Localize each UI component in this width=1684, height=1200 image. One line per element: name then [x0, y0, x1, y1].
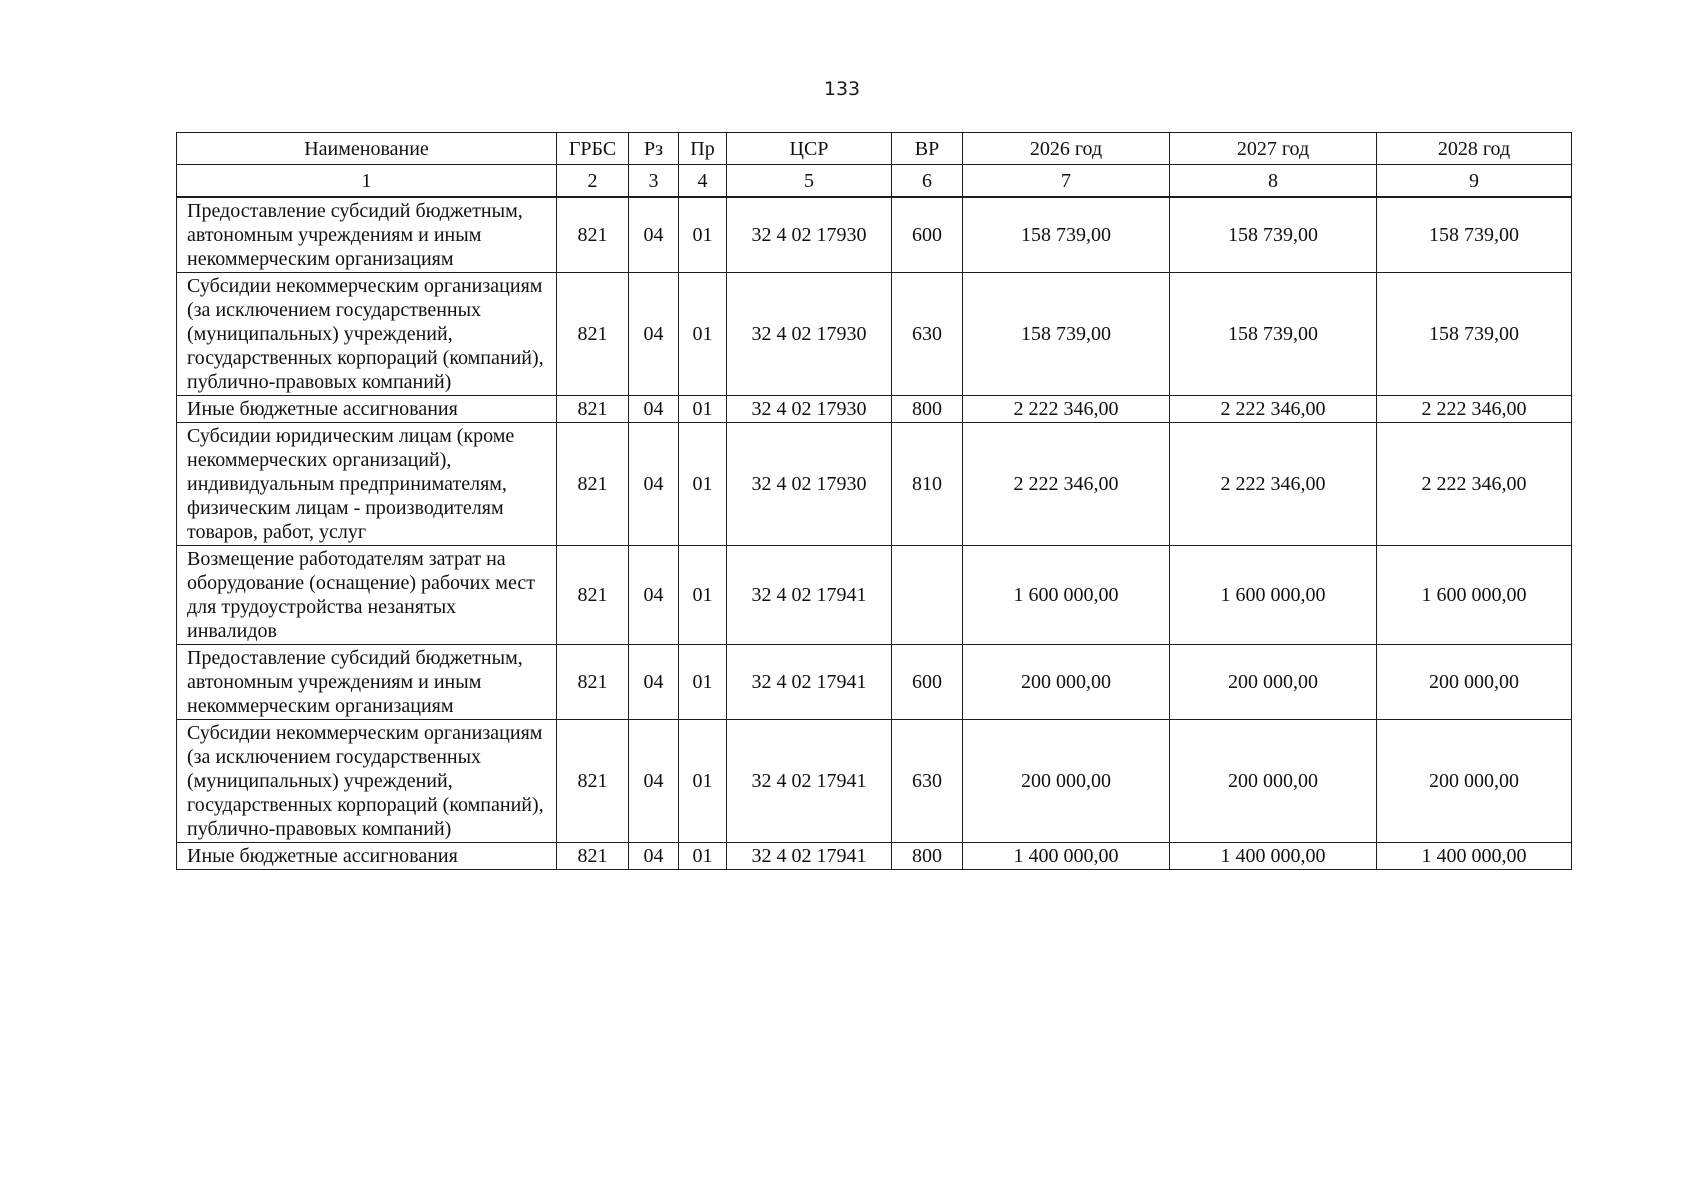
- table-row: [177, 273, 1572, 396]
- header-rz: Рз: [629, 133, 679, 165]
- row-amount-2028: 1 600 000,00: [1377, 546, 1572, 645]
- row-rz: 04: [629, 396, 679, 423]
- column-number: 3: [629, 165, 679, 198]
- row-pr: 01: [679, 546, 727, 645]
- row-rz: 04: [629, 423, 679, 546]
- column-number: 7: [963, 165, 1170, 198]
- row-amount-2028: 1 400 000,00: [1377, 843, 1572, 870]
- row-csr: 32 4 02 17941: [727, 645, 892, 720]
- column-number: 5: [727, 165, 892, 198]
- row-amount-2026: 200 000,00: [963, 645, 1170, 720]
- row-amount-2026: 158 739,00: [963, 273, 1170, 396]
- header-csr: ЦСР: [727, 133, 892, 165]
- row-grbs: 821: [557, 546, 629, 645]
- row-grbs: 821: [557, 423, 629, 546]
- row-vr: 800: [892, 396, 963, 423]
- row-rz: 04: [629, 720, 679, 843]
- row-rz: 04: [629, 546, 679, 645]
- row-amount-2028: 200 000,00: [1377, 720, 1572, 843]
- table-row: [177, 843, 1572, 870]
- row-pr: 01: [679, 197, 727, 273]
- header-2027: 2027 год: [1170, 133, 1377, 165]
- row-vr: 630: [892, 273, 963, 396]
- row-name: Субсидии юридическим лицам (кроме некоммерческих организаций), индивидуальным предпринимателям, физическим лицам - производителям товаров, работ, услуг: [177, 423, 557, 546]
- row-vr: 810: [892, 423, 963, 546]
- row-csr: 32 4 02 17930: [727, 273, 892, 396]
- row-csr: 32 4 02 17941: [727, 843, 892, 870]
- row-grbs: 821: [557, 396, 629, 423]
- header-row: [177, 133, 1572, 165]
- row-vr: 600: [892, 645, 963, 720]
- header-vr: ВР: [892, 133, 963, 165]
- row-amount-2027: 2 222 346,00: [1170, 396, 1377, 423]
- row-amount-2028: 200 000,00: [1377, 645, 1572, 720]
- row-grbs: 821: [557, 843, 629, 870]
- row-amount-2027: 158 739,00: [1170, 273, 1377, 396]
- column-number: 8: [1170, 165, 1377, 198]
- row-name: Возмещение работодателям затрат на оборудование (оснащение) рабочих мест для трудоустройства незанятых инвалидов: [177, 546, 557, 645]
- table-row: [177, 197, 1572, 273]
- row-vr: 630: [892, 720, 963, 843]
- row-amount-2026: 1 600 000,00: [963, 546, 1170, 645]
- table-row: [177, 720, 1572, 843]
- header-pr: Пр: [679, 133, 727, 165]
- row-grbs: 821: [557, 197, 629, 273]
- row-amount-2027: 200 000,00: [1170, 720, 1377, 843]
- row-name: Субсидии некоммерческим организациям (за исключением государственных (муниципальных) учреждений, государственных корпораций (компаний), публично-правовых компаний): [177, 273, 557, 396]
- column-number: 6: [892, 165, 963, 198]
- table-row: [177, 546, 1572, 645]
- row-amount-2026: 2 222 346,00: [963, 423, 1170, 546]
- row-rz: 04: [629, 197, 679, 273]
- table-row: [177, 645, 1572, 720]
- row-vr: 800: [892, 843, 963, 870]
- header-name: Наименование: [177, 133, 557, 165]
- column-number: 9: [1377, 165, 1572, 198]
- row-csr: 32 4 02 17930: [727, 197, 892, 273]
- row-name: Предоставление субсидий бюджетным, автономным учреждениям и иным некоммерческим организациям: [177, 197, 557, 273]
- row-amount-2028: 158 739,00: [1377, 273, 1572, 396]
- row-pr: 01: [679, 423, 727, 546]
- row-amount-2028: 158 739,00: [1377, 197, 1572, 273]
- row-amount-2027: 1 600 000,00: [1170, 546, 1377, 645]
- table-row: [177, 423, 1572, 546]
- row-rz: 04: [629, 273, 679, 396]
- row-vr: 600: [892, 197, 963, 273]
- header-grbs: ГРБС: [557, 133, 629, 165]
- page-number: 133: [823, 78, 861, 100]
- row-csr: 32 4 02 17930: [727, 396, 892, 423]
- row-rz: 04: [629, 843, 679, 870]
- row-csr: 32 4 02 17930: [727, 423, 892, 546]
- row-rz: 04: [629, 645, 679, 720]
- row-amount-2027: 2 222 346,00: [1170, 423, 1377, 546]
- row-amount-2027: 158 739,00: [1170, 197, 1377, 273]
- row-pr: 01: [679, 396, 727, 423]
- row-amount-2026: 1 400 000,00: [963, 843, 1170, 870]
- column-number: 1: [177, 165, 557, 198]
- header-2026: 2026 год: [963, 133, 1170, 165]
- row-csr: 32 4 02 17941: [727, 546, 892, 645]
- row-pr: 01: [679, 273, 727, 396]
- row-amount-2028: 2 222 346,00: [1377, 396, 1572, 423]
- row-csr: 32 4 02 17941: [727, 720, 892, 843]
- row-name: Субсидии некоммерческим организациям (за исключением государственных (муниципальных) учреждений, государственных корпораций (компаний), публично-правовых компаний): [177, 720, 557, 843]
- table-row: [177, 396, 1572, 423]
- row-amount-2027: 1 400 000,00: [1170, 843, 1377, 870]
- row-amount-2026: 200 000,00: [963, 720, 1170, 843]
- row-grbs: 821: [557, 273, 629, 396]
- row-name: Иные бюджетные ассигнования: [177, 843, 557, 870]
- row-name: Предоставление субсидий бюджетным, автономным учреждениям и иным некоммерческим организациям: [177, 645, 557, 720]
- header-2028: 2028 год: [1377, 133, 1572, 165]
- budget-table: [176, 132, 1572, 870]
- row-pr: 01: [679, 720, 727, 843]
- column-number-row: [177, 165, 1572, 198]
- row-amount-2026: 158 739,00: [963, 197, 1170, 273]
- column-number: 4: [679, 165, 727, 198]
- row-pr: 01: [679, 843, 727, 870]
- column-number: 2: [557, 165, 629, 198]
- row-amount-2028: 2 222 346,00: [1377, 423, 1572, 546]
- row-amount-2026: 2 222 346,00: [963, 396, 1170, 423]
- row-grbs: 821: [557, 720, 629, 843]
- row-grbs: 821: [557, 645, 629, 720]
- row-pr: 01: [679, 645, 727, 720]
- row-amount-2027: 200 000,00: [1170, 645, 1377, 720]
- row-name: Иные бюджетные ассигнования: [177, 396, 557, 423]
- row-vr: [892, 546, 963, 645]
